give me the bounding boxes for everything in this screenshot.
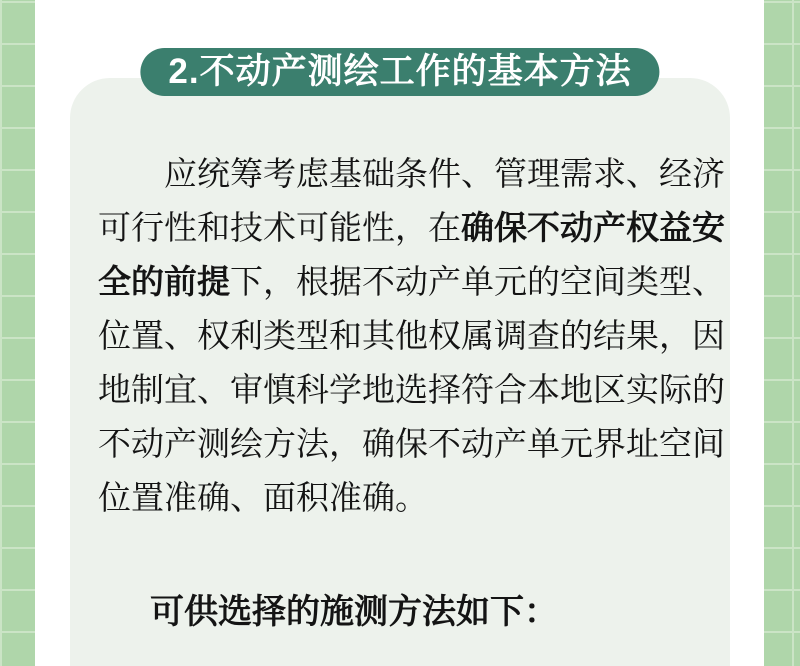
text-segment: 不动产测绘方法，确保不动产单元界址空间 bbox=[98, 425, 725, 462]
text-segment: 下，根据不动产单元的空间类型、 bbox=[230, 263, 725, 300]
text-segment: 地制宜、审慎科学地选择符合本地区实际的 bbox=[98, 371, 725, 408]
checkered-strip-right bbox=[764, 0, 800, 666]
paragraph-line bbox=[98, 471, 702, 525]
checkered-strip-left bbox=[0, 0, 35, 666]
bold-text-segment: 全的前提 bbox=[98, 263, 230, 300]
section-title-pill bbox=[140, 48, 659, 96]
section-title: 2.不动产测绘工作的基本方法 bbox=[168, 52, 632, 91]
text-segment: 位置准确、面积准确。 bbox=[98, 479, 428, 516]
bold-text-segment: 确保不动产权益安 bbox=[461, 209, 725, 246]
paragraph-line bbox=[98, 201, 725, 255]
paragraph-line bbox=[98, 147, 725, 201]
paragraph-line bbox=[98, 255, 725, 309]
paragraph-line bbox=[98, 363, 725, 417]
text-segment: 应统筹考虑基础条件、管理需求、经济 bbox=[164, 155, 725, 192]
text-segment: 可行性和技术可能性，在 bbox=[98, 209, 461, 246]
body-paragraph bbox=[98, 147, 725, 525]
paragraph-line bbox=[98, 309, 725, 363]
paragraph-line bbox=[98, 417, 725, 471]
subheading: 可供选择的施测方法如下： bbox=[150, 593, 558, 631]
text-segment: 位置、权利类型和其他权属调查的结果，因 bbox=[98, 317, 725, 354]
